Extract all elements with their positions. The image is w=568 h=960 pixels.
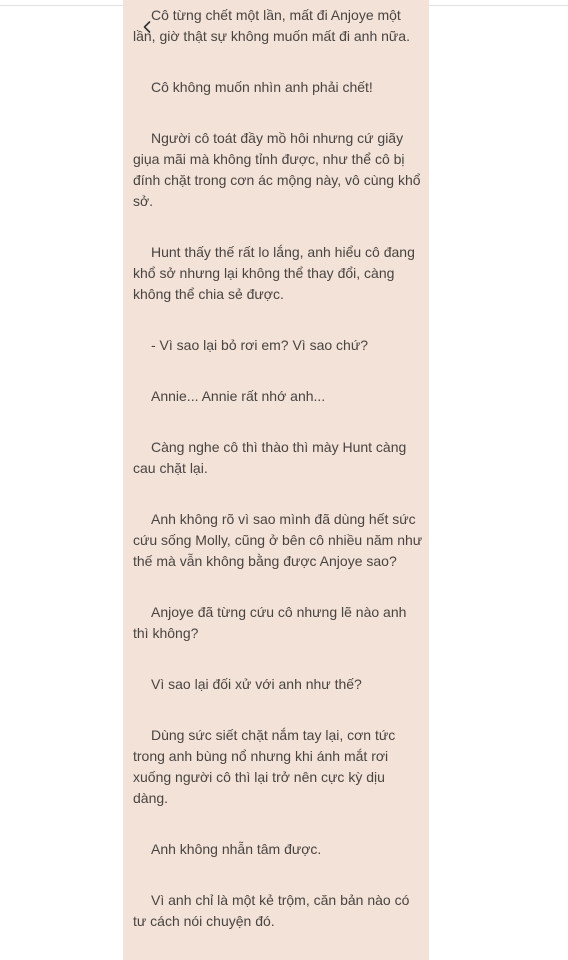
paragraph: Vì sao lại đối xử với anh như thế? <box>151 676 362 692</box>
paragraph: Anh không nhẫn tâm được. <box>151 841 322 857</box>
chapter-text <box>133 5 423 960</box>
chevron-left-icon <box>143 21 151 33</box>
paragraph: Người cô toát đầy mồ hôi nhưng cứ giãy giụa mãi mà không tỉnh được, như thể cô bị đính chặt trong cơn ác mộng này, vô cùng khổ sở. <box>133 130 421 209</box>
reader-page[interactable] <box>123 0 429 960</box>
paragraph: Anjoye đã từng cứu cô nhưng lẽ nào anh thì không? <box>133 604 407 641</box>
paragraph: Cô từng chết một lần, mất đi Anjoye một lần, giờ thật sự không muốn mất đi anh nữa. <box>133 7 410 44</box>
paragraph: Vì anh chỉ là một kẻ trộm, căn bản nào có tư cách nói chuyện đó. <box>133 892 410 929</box>
paragraph: Cô không muốn nhìn anh phải chết! <box>151 79 373 95</box>
paragraph: - Vì sao lại bỏ rơi em? Vì sao chứ? <box>151 337 368 353</box>
paragraph: Dùng sức siết chặt nắm tay lại, cơn tức trong anh bùng nổ nhưng khi ánh mắt rơi xuống người cô thì lại trở nên cực kỳ dịu dàng. <box>133 727 396 806</box>
paragraph: Hunt thấy thế rất lo lắng, anh hiểu cô đang khổ sở nhưng lại không thể thay đổi, càng không thể chia sẻ được. <box>133 244 415 302</box>
paragraph: Annie... Annie rất nhớ anh... <box>151 388 326 404</box>
paragraph: Anh không rõ vì sao mình đã dùng hết sức cứu sống Molly, cũng ở bên cô nhiều năm như thế mà vẫn không bằng được Anjoye sao? <box>133 511 423 569</box>
paragraph: Càng nghe cô thì thào thì mày Hunt càng cau chặt lại. <box>133 439 407 476</box>
back-button[interactable] <box>140 18 154 36</box>
